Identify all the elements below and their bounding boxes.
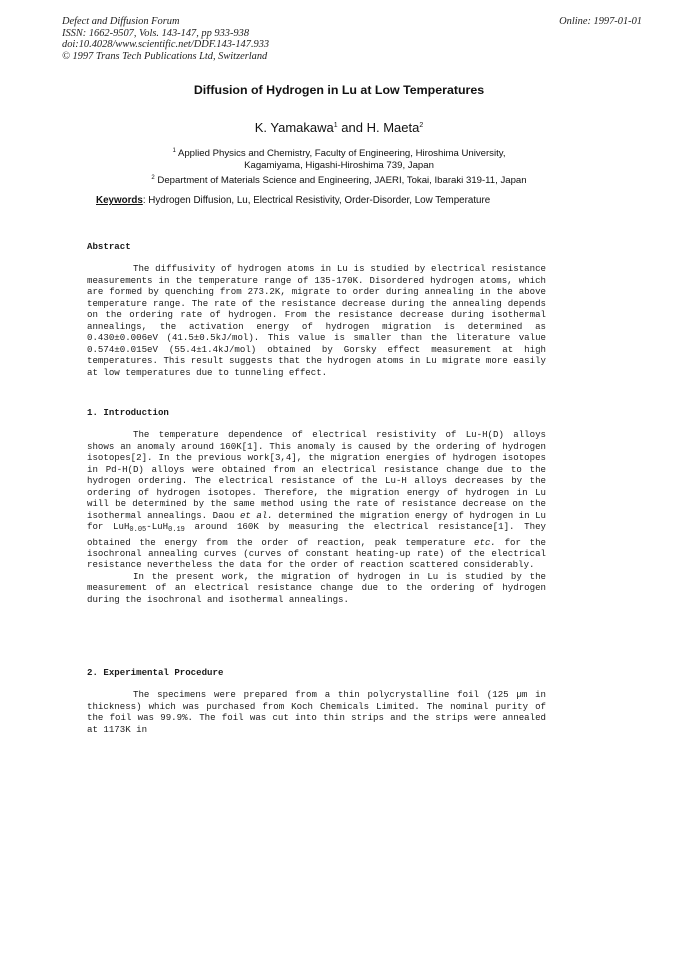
affiliation-1-sup: 1 <box>172 148 176 154</box>
author-1: K. Yamakawa <box>254 120 334 135</box>
paper-title: Diffusion of Hydrogen in Lu at Low Temperatures <box>193 83 485 97</box>
keywords-text: : Hydrogen Diffusion, Lu, Electrical Resistivity, Order-Disorder, Low Temperature <box>142 195 491 206</box>
abstract-heading: Abstract <box>87 241 131 252</box>
journal-header <box>62 16 269 62</box>
experimental-paragraph-1: The specimens were prepared from a thin polycrystalline foil (125 µm in thickness) which was purchased from Koch Chemicals Limited. The nominal purity of the foil was 99.9%. The foil was cut into thin strips and the strips were annealed at 1173K in <box>87 689 546 735</box>
keywords <box>96 195 490 206</box>
author-1-sup: 1 <box>333 122 338 129</box>
keywords-label: Keywords <box>96 195 143 206</box>
introduction-heading: 1. Introduction <box>87 407 169 418</box>
copyright-line: © 1997 Trans Tech Publications Ltd, Switzerland <box>62 50 268 62</box>
affiliation-2-sup: 2 <box>151 175 155 181</box>
online-date: Online: 1997-01-01 <box>559 16 642 27</box>
experimental-section <box>87 667 546 735</box>
affiliation-1-line1: Applied Physics and Chemistry, Faculty of Engineering, Hiroshima University, <box>175 148 506 159</box>
journal-name: Defect and Diffusion Forum <box>62 16 180 27</box>
author-and: and <box>337 120 367 135</box>
author-line <box>0 120 678 135</box>
affiliation-1 <box>0 145 678 173</box>
introduction-paragraph-1: The temperature dependence of electrical resistivity of Lu-H(D) alloys shows an anomaly around 160K[1]. This anomaly is caused by the ordering of hydrogen isotopes[2]. In the previous work[3,4], the migration energies of hydrogen isotopes in Pd-H(D) alloys were obtained from an electrical resistance change due to the hydrogen ordering. The electrical resistance of the Lu-H alloys decreases by the ordering of hydrogen isotopes. Therefore, the migration energy of hydrogen in Lu will be determined by the same method using the rate of resistance decrease on the isothermal annealings. Daou et al. determined the migration energy of hydrogen in Lu for LuH$_{0.05}$-LuH$_{0.19}$ around 160K by measuring the electrical resistance[1]. They obtained the energy from the order of reaction, peak temperature etc. for the isochronal annealing curves (curves of constant heating-up rate) of the electrical resistance nevertheless the data for the order of reaction scattered considerably. <box>87 429 546 571</box>
author-2: H. Maeta <box>366 120 420 135</box>
affiliation-2 <box>0 172 678 187</box>
introduction-paragraph-2: In the present work, the migration of hydrogen in Lu is studied by the measurement of an electrical resistance change due to the ordering of hydrogen during the isochronal and isothermal annealings. <box>87 570 546 605</box>
introduction-section <box>87 407 546 605</box>
doi-line: doi:10.4028/www.scientific.net/DDF.143-147.933 <box>62 39 270 51</box>
issn-line: ISSN: 1662-9507, Vols. 143-147, pp 933-938 <box>62 27 250 39</box>
experimental-heading: 2. Experimental Procedure <box>87 667 224 678</box>
abstract-text: The diffusivity of hydrogen atoms in Lu is studied by electrical resistance measurements in the temperature range of 135-170K. Disordered hydrogen atoms, which are formed by quenching from 273.2K, migrate to order during annealing in the above temperature range. The rate of the resistance decrease during the annealing depends on the ordering rate of hydrogen. From the resistance decrease during isothermal annealings, the activation energy of hydrogen migration is determined as 0.430±0.006eV (41.5±0.5kJ/mol). This value is smaller than the literature value 0.574±0.015eV (55.4±1.4kJ/mol) obtained by Gorsky effect measurement at high temperatures. This result suggests that the hydrogen atoms in Lu migrate more easily at low temperatures due to tunneling effect. <box>87 263 546 378</box>
abstract-section <box>87 241 546 378</box>
author-2-sup: 2 <box>419 122 424 129</box>
affiliation-2-line1: Department of Materials Science and Engineering, JAERI, Tokai, Ibaraki 319-11, Japan <box>154 175 527 186</box>
affiliation-1-line2: Kagamiyama, Higashi-Hiroshima 739, Japan <box>244 160 434 172</box>
